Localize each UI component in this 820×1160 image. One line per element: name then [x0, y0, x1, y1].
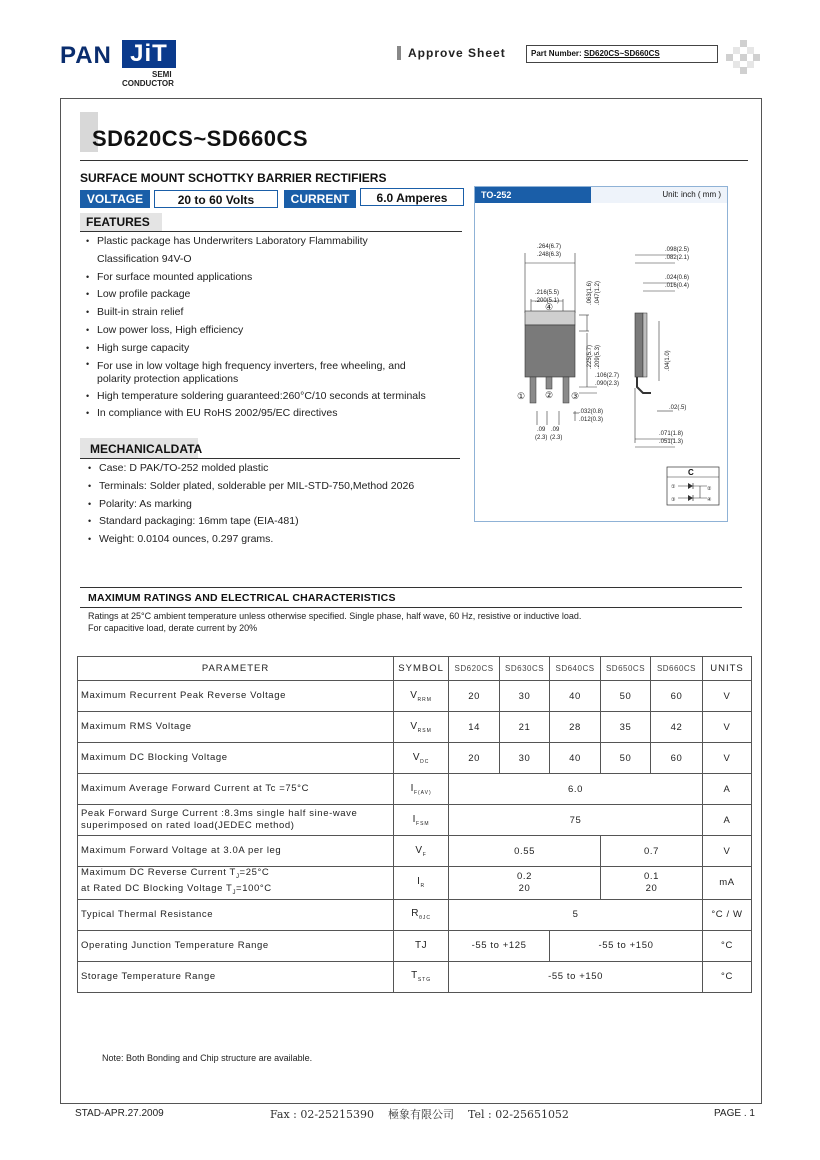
table-row: Maximum RMS Voltage $V_{RSM}$ 14 21 28 35 42 V — [78, 712, 752, 743]
table-row: Maximum DC Blocking Voltage $V_{DC}$ 20 30 40 50 60 V — [78, 743, 752, 774]
logo-conductor-text: CONDUCTOR — [122, 79, 174, 88]
mechanical-item: • Case: D PAK/TO-252 molded plastic — [88, 460, 468, 478]
svg-text:④: ④ — [707, 497, 712, 503]
voltage-value-chip: 20 to 60 Volts — [154, 190, 278, 208]
feature-item: • Plastic package has Underwriters Laboratory Flammability Classification 94V-O — [86, 233, 466, 269]
feature-item: • For use in low voltage high frequency inverters, free wheeling, and polarity protection applications — [86, 358, 466, 388]
dim-label: .216(5.5) — [535, 290, 560, 296]
dim-label: .225(5.7) — [587, 344, 593, 369]
features-heading: FEATURES — [86, 215, 150, 229]
feature-item: • High temperature soldering guaranteed:260°C/10 seconds at terminals — [86, 388, 466, 406]
feature-item: • Built-in strain relief — [86, 304, 466, 322]
part-number-box — [526, 45, 718, 63]
pin-label: ④ — [545, 302, 554, 312]
schematic-symbol — [667, 467, 719, 505]
table-row: Typical Thermal Resistance $R_{\theta JC}$ 5 °C / W — [78, 899, 752, 930]
table-row: Maximum Average Forward Current at Tc =75°C $I_{F(AV)}$ 6.0 A — [78, 774, 752, 805]
mechanical-item: • Standard packaging: 16mm tape (EIA-481) — [88, 513, 468, 531]
table-row: Storage Temperature Range $T_{STG}$ -55 to +150 °C — [78, 961, 752, 992]
page-subtitle: SURFACE MOUNT SCHOTTKY BARRIER RECTIFIERS — [80, 171, 387, 185]
feature-item: • For surface mounted applications — [86, 269, 466, 287]
dim-label: .209(5.3) — [595, 344, 601, 369]
panjit-logo — [60, 38, 190, 88]
dim-label: .012(0.3) — [579, 417, 604, 423]
dim-label: .264(6.7) — [537, 244, 562, 250]
logo-semi-text: SEMI — [152, 70, 172, 79]
table-row: Maximum Recurrent Peak Reverse Voltage $V_{RRM}$ 20 30 40 50 60 V — [78, 681, 752, 712]
dim-label: .02(.5) — [669, 405, 687, 411]
table-row: Maximum DC Reverse Current $T_J=25^\circ C$ at Rated DC Blocking Voltage $T_J=100^\circ C$ $I_R$ 0.2 20 0.1 20 mA — [78, 867, 752, 900]
table-row: Maximum Forward Voltage at 3.0A per leg $V_F$ 0.55 0.7 V — [78, 836, 752, 867]
col-device: SD660CS — [651, 657, 703, 681]
col-device: SD650CS — [601, 657, 651, 681]
svg-text:③: ③ — [671, 497, 676, 503]
mechanical-rule — [80, 458, 460, 459]
ratings-top-rule — [80, 587, 742, 588]
feature-item: • Low profile package — [86, 286, 466, 304]
package-drawing — [474, 186, 728, 522]
footer-contact: Fax : 02-25215390 極象有限公司 Tel : 02-25651052 — [270, 1108, 569, 1121]
svg-text:①: ① — [671, 484, 676, 490]
dim-label: .071(1.8) — [659, 431, 684, 437]
dim-label: .09 — [537, 427, 546, 433]
dim-label: .063(1.6) — [587, 280, 593, 305]
dim-label: .016(0.4) — [665, 283, 690, 289]
ratings-note-line: For capacitive load, derate current by 20% — [88, 622, 258, 633]
dim-label: .200(5.1) — [535, 298, 560, 304]
dim-label: .082(2.1) — [665, 255, 690, 261]
col-units: UNITS — [702, 657, 751, 681]
current-label-chip: CURRENT — [284, 190, 356, 208]
voltage-label-chip: VOLTAGE — [80, 190, 150, 208]
dim-label: .09 — [551, 427, 560, 433]
col-parameter: PARAMETER — [78, 657, 394, 681]
mechanical-heading: MECHANICALDATA — [90, 442, 203, 456]
mechanical-list — [88, 460, 468, 549]
col-device: SD630CS — [500, 657, 550, 681]
dim-label: .248(6.3) — [537, 252, 562, 258]
ratings-heading: MAXIMUM RATINGS AND ELECTRICAL CHARACTERISTICS — [88, 592, 396, 604]
pin-label: ③ — [571, 391, 580, 401]
features-rule — [80, 231, 462, 232]
logo-pan-text: PAN — [60, 42, 112, 69]
table-header-row — [78, 657, 752, 681]
col-device: SD620CS — [449, 657, 500, 681]
pin-label: ① — [517, 391, 526, 401]
dim-label: .04(1.0) — [665, 350, 671, 371]
approve-sheet-marker — [397, 46, 401, 60]
mechanical-item: • Weight: 0.0104 ounces, 0.297 grams. — [88, 531, 468, 549]
ratings-bottom-rule — [80, 607, 742, 608]
table-row: Peak Forward Surge Current :8.3ms single half sine-wave superimposed on rated load(JEDEC method) $I_{FSM}$ 75 A — [78, 805, 752, 836]
part-number-label: Part Number: — [531, 49, 582, 58]
dim-label: .047(1.2) — [595, 280, 601, 305]
mechanical-item: • Polarity: As marking — [88, 496, 468, 514]
schematic-label: C — [688, 468, 694, 477]
table-row: Operating Junction Temperature Range TJ -55 to +125 -55 to +150 °C — [78, 930, 752, 961]
svg-text:②: ② — [707, 486, 712, 492]
dim-label: .032(0.8) — [579, 409, 604, 415]
ratings-note-line: Ratings at 25°C ambient temperature unless otherwise specified. Single phase, half wave, 60 Hz, resistive or inductive load. — [88, 611, 582, 621]
col-device: SD640CS — [550, 657, 601, 681]
mechanical-item: • Terminals: Solder plated, solderable per MIL-STD-750,Method 2026 — [88, 478, 468, 496]
dim-label: .106(2.7) — [595, 373, 620, 379]
current-value-chip: 6.0 Amperes — [360, 188, 464, 206]
dim-label: .051(1.3) — [659, 439, 684, 445]
bottom-note: Note: Both Bonding and Chip structure are available. — [102, 1053, 313, 1063]
dim-label: .024(0.6) — [665, 275, 690, 281]
feature-item: • In compliance with EU RoHS 2002/95/EC directives — [86, 405, 466, 423]
page-title: SD620CS~SD660CS — [92, 126, 309, 151]
ratings-note — [88, 611, 581, 634]
package-name: TO-252 — [475, 187, 591, 203]
feature-item: • Low power loss, High efficiency — [86, 322, 466, 340]
feature-item: • High surge capacity — [86, 340, 466, 358]
decorative-checker-icon — [726, 40, 760, 74]
col-symbol: SYMBOL — [394, 657, 449, 681]
package-unit: Unit: inch ( mm ) — [662, 190, 721, 199]
footer-page: PAGE . 1 — [714, 1108, 755, 1119]
approve-sheet-title: Approve Sheet — [408, 46, 506, 60]
dim-label: .090(2.3) — [595, 381, 620, 387]
dim-label: (2.3) — [550, 435, 563, 441]
features-list — [86, 233, 466, 423]
footer-date: STAD-APR.27.2009 — [75, 1108, 164, 1119]
dim-label: (2.3) — [535, 435, 548, 441]
logo-jit-text: JiT — [122, 40, 176, 68]
dim-label: .098(2.5) — [665, 247, 690, 253]
pin-label: ② — [545, 390, 554, 400]
package-outline-diagram — [475, 203, 727, 521]
title-divider — [80, 160, 748, 161]
ratings-table — [77, 656, 752, 993]
part-number-value: SD620CS~SD660CS — [583, 49, 660, 58]
